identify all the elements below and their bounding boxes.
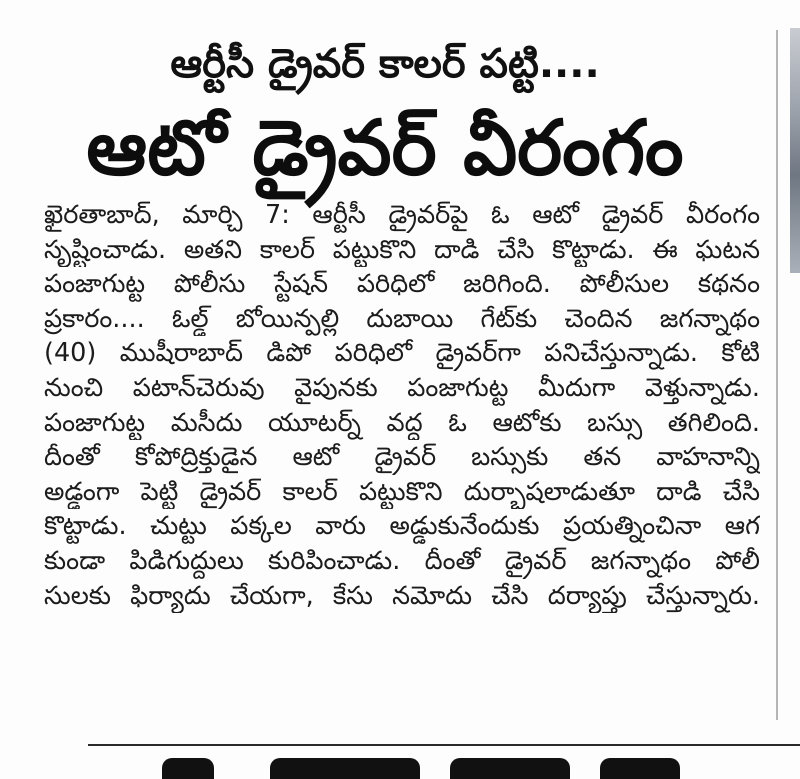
next-article-headline-fragment: [150, 758, 750, 779]
body-line: కొట్టాడు. చుట్టు పక్కల వారు అడ్డుకునేందుకు ప్రయత్నించినా ఆగ: [44, 511, 760, 542]
body-line: ప్రకారం.... ఓల్డ్ బోయిన్పల్లి దుబాయి గేట్‌కు చెందిన జగన్నాథం: [44, 303, 760, 334]
adjacent-photo-edge: [790, 28, 800, 273]
body-line: అడ్డంగా పెట్టి డ్రైవర్ కాలర్ పట్టుకొని దుర్భాషలాడుతూ దాడి చేసి: [44, 476, 760, 507]
body-line: పంజాగుట్ట పోలీసు స్టేషన్ పరిధిలో జరిగింది. పోలీసుల కథనం: [44, 269, 760, 300]
body-line: కుండా పిడిగుద్దులు కురిపించాడు. దీంతో డ్రైవర్ జగన్నాథం పోలీ: [44, 545, 760, 576]
body-line: ఖైరతాబాద్, మార్చి 7: ఆర్టీసీ డ్రైవర్‌పై ఓ ఆటో డ్రైవర్ వీరంగం: [44, 200, 760, 230]
body-line: దీంతో కోపోద్రిక్తుడైన ఆటో డ్రైవర్ బస్సుకు తన వాహనాన్ని: [44, 442, 760, 473]
body-line: పంజాగుట్ట మసీదు యూటర్న్ వద్ద ఓ ఆటోకు బస్సు తగిలింది.: [44, 407, 760, 438]
body-line: సులకు ఫిర్యాదు చేయగా, కేసు నమోదు చేసి దర్యాప్తు చేస్తున్నారు.: [44, 580, 760, 611]
body-line: సృష్టించాడు. అతని కాలర్ పట్టుకొని దాడి చేసి కొట్టాడు. ఈ ఘటన: [44, 234, 760, 265]
body-line: (40) ముషీరాబాద్ డిపో పరిధిలో డ్రైవర్‌గా పనిచేస్తున్నాడు. కోటి: [44, 338, 760, 369]
article-body: [44, 198, 760, 613]
body-line: నుంచి పటాన్‌చెరువు వైపునకు పంజాగుట్ట మీదుగా వెళ్తున్నాడు.: [44, 372, 760, 403]
article-kicker: ఆర్టీసీ డ్రైవర్ కాలర్ పట్టి....: [170, 41, 600, 87]
article-headline: ఆటో డ్రైవర్ వీరంగం: [86, 103, 684, 192]
section-divider: [88, 744, 800, 746]
column-divider: [776, 30, 778, 720]
